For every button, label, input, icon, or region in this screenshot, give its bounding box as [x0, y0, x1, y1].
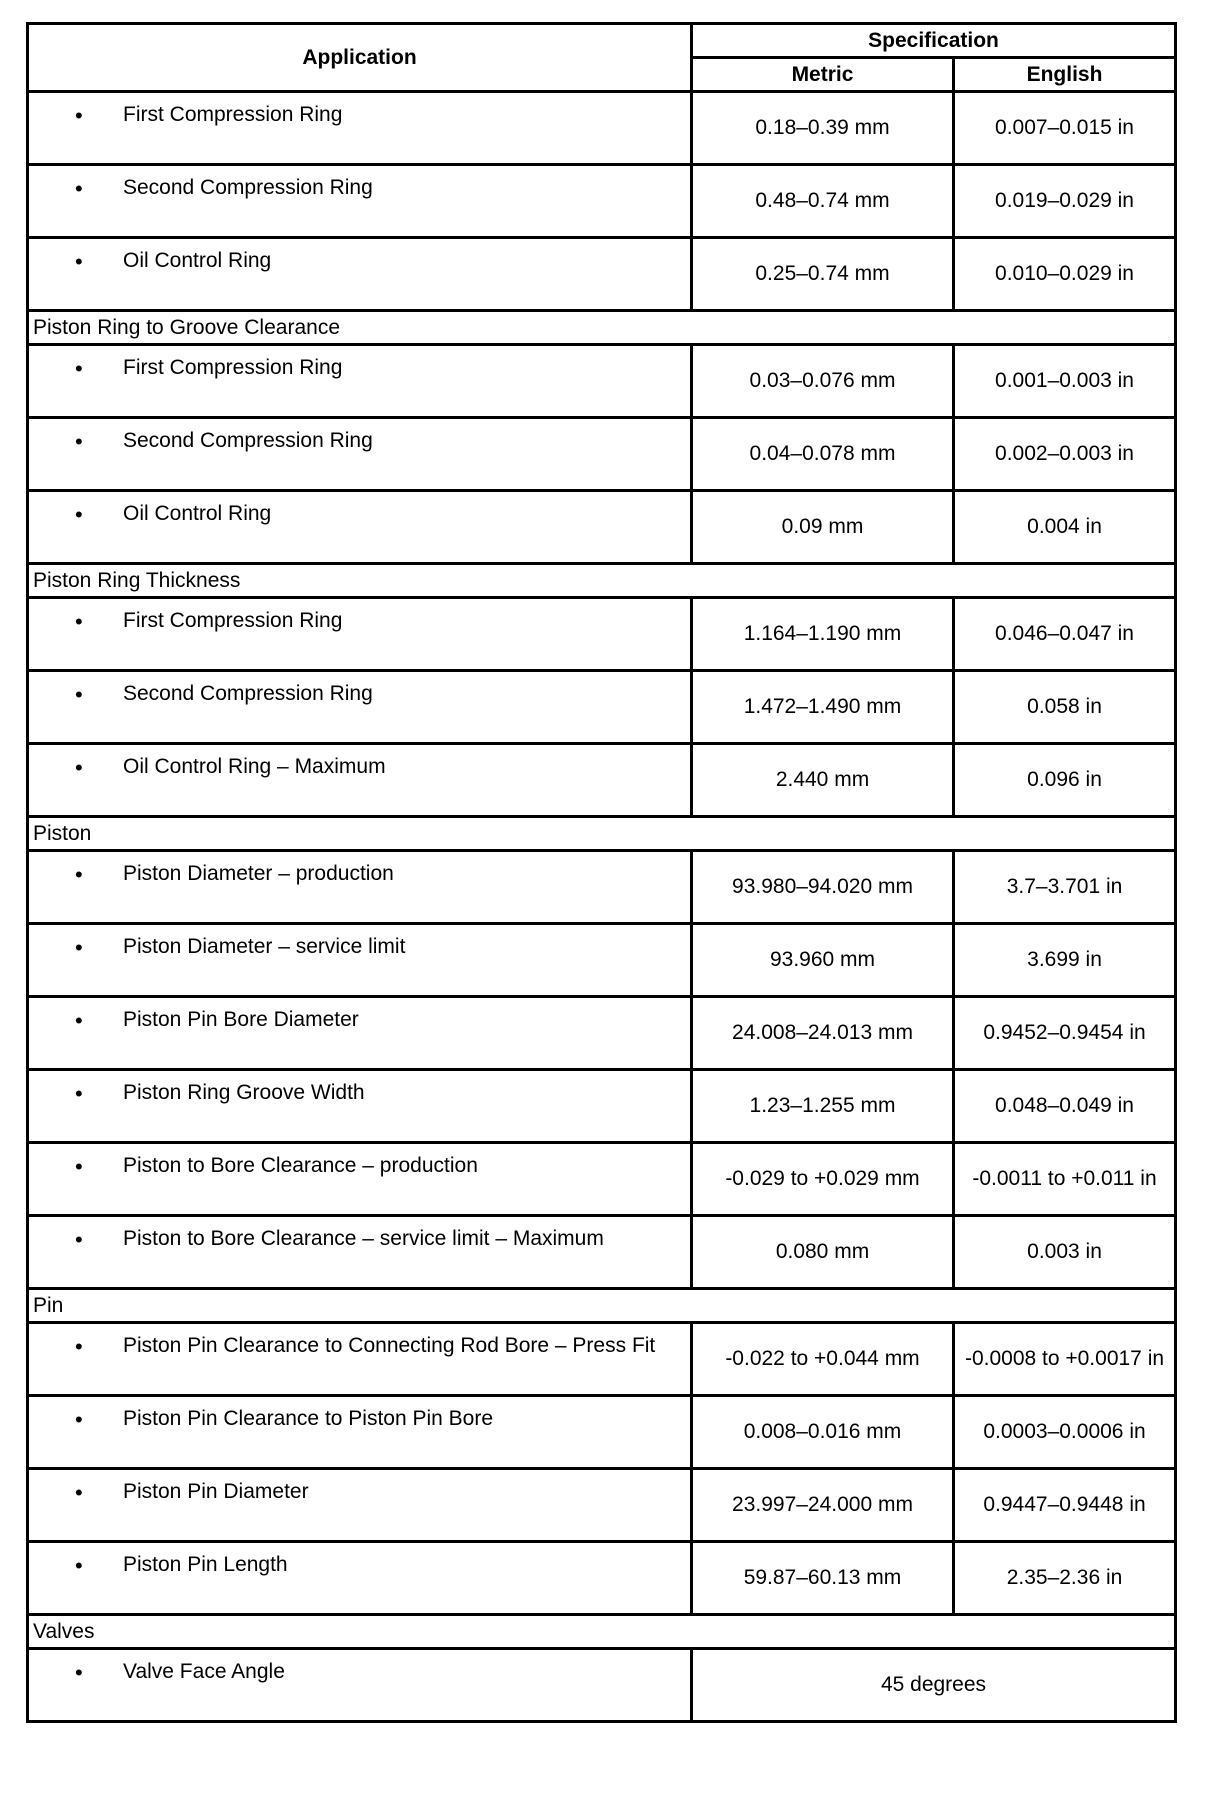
- application-label: Piston Diameter – production: [123, 862, 394, 885]
- metric-value: 23.997–24.000 mm: [692, 1469, 954, 1542]
- english-value: 2.35–2.36 in: [954, 1542, 1176, 1615]
- english-value: 3.7–3.701 in: [954, 851, 1176, 924]
- application-cell: [28, 671, 692, 744]
- application-cell: [28, 1469, 692, 1542]
- bullet-icon: •: [75, 755, 83, 780]
- section-row: [28, 564, 1176, 598]
- bullet-icon: •: [75, 176, 83, 201]
- metric-value: 0.18–0.39 mm: [692, 92, 954, 165]
- application-cell: [28, 1216, 692, 1289]
- english-value: 0.9447–0.9448 in: [954, 1469, 1176, 1542]
- section-row: [28, 1615, 1176, 1649]
- metric-value: 0.080 mm: [692, 1216, 954, 1289]
- table-row: [28, 491, 1176, 564]
- application-cell: [28, 1070, 692, 1143]
- section-row: [28, 817, 1176, 851]
- application-label: Second Compression Ring: [123, 682, 373, 705]
- bullet-icon: •: [75, 682, 83, 707]
- application-label: First Compression Ring: [123, 609, 343, 632]
- application-label: First Compression Ring: [123, 103, 343, 126]
- metric-header: Metric: [692, 58, 954, 92]
- table-row: [28, 851, 1176, 924]
- bullet-icon: •: [75, 1334, 83, 1359]
- application-label: Piston Pin Diameter: [123, 1480, 309, 1503]
- table-row: [28, 1143, 1176, 1216]
- application-label: Piston Pin Clearance to Piston Pin Bore: [123, 1407, 494, 1430]
- metric-value: 1.23–1.255 mm: [692, 1070, 954, 1143]
- table-row: [28, 1649, 1176, 1722]
- bullet-icon: •: [75, 1407, 83, 1432]
- english-value: 0.096 in: [954, 744, 1176, 817]
- bullet-icon: •: [75, 103, 83, 128]
- specification-header: Specification: [692, 24, 1176, 58]
- application-cell: [28, 744, 692, 817]
- application-label: Piston to Bore Clearance – service limit – Maximum: [123, 1227, 604, 1250]
- application-cell: [28, 1323, 692, 1396]
- table-row: [28, 1216, 1176, 1289]
- metric-value: 1.164–1.190 mm: [692, 598, 954, 671]
- application-label: Oil Control Ring: [123, 249, 272, 272]
- spec-table-body: [28, 92, 1176, 1722]
- bullet-icon: •: [75, 429, 83, 454]
- table-row: [28, 165, 1176, 238]
- metric-value: 93.980–94.020 mm: [692, 851, 954, 924]
- metric-value: 0.04–0.078 mm: [692, 418, 954, 491]
- english-value: 0.003 in: [954, 1216, 1176, 1289]
- bullet-icon: •: [75, 609, 83, 634]
- spec-table: [26, 22, 1177, 1723]
- application-header: Application: [28, 24, 692, 92]
- application-label: Oil Control Ring: [123, 502, 272, 525]
- table-row: [28, 1070, 1176, 1143]
- section-title: Pin: [28, 1289, 1176, 1323]
- section-title: Piston Ring to Groove Clearance: [28, 311, 1176, 345]
- section-title: Valves: [28, 1615, 1176, 1649]
- table-row: [28, 924, 1176, 997]
- english-value: 0.010–0.029 in: [954, 238, 1176, 311]
- metric-value: 0.008–0.016 mm: [692, 1396, 954, 1469]
- english-value: 0.9452–0.9454 in: [954, 997, 1176, 1070]
- application-cell: [28, 491, 692, 564]
- application-cell: [28, 598, 692, 671]
- application-label: Piston Pin Length: [123, 1553, 288, 1576]
- bullet-icon: •: [75, 935, 83, 960]
- bullet-icon: •: [75, 862, 83, 887]
- application-label: Piston Ring Groove Width: [123, 1081, 365, 1104]
- english-header: English: [954, 58, 1176, 92]
- bullet-icon: •: [75, 356, 83, 381]
- english-value: 0.046–0.047 in: [954, 598, 1176, 671]
- application-label: Piston Diameter – service limit: [123, 935, 406, 958]
- section-title: Piston Ring Thickness: [28, 564, 1176, 598]
- application-cell: [28, 92, 692, 165]
- english-value: -0.0011 to +0.011 in: [954, 1143, 1176, 1216]
- table-row: [28, 1469, 1176, 1542]
- metric-value: 93.960 mm: [692, 924, 954, 997]
- english-value: 0.0003–0.0006 in: [954, 1396, 1176, 1469]
- table-row: [28, 1396, 1176, 1469]
- application-cell: [28, 238, 692, 311]
- table-row: [28, 997, 1176, 1070]
- bullet-icon: •: [75, 1480, 83, 1505]
- metric-value: 2.440 mm: [692, 744, 954, 817]
- application-label: Valve Face Angle: [123, 1660, 285, 1683]
- bullet-icon: •: [75, 1660, 83, 1685]
- table-row: [28, 744, 1176, 817]
- application-label: Second Compression Ring: [123, 176, 373, 199]
- metric-value: 59.87–60.13 mm: [692, 1542, 954, 1615]
- metric-value: 24.008–24.013 mm: [692, 997, 954, 1070]
- bullet-icon: •: [75, 502, 83, 527]
- table-row: [28, 1542, 1176, 1615]
- english-value: 0.048–0.049 in: [954, 1070, 1176, 1143]
- english-value: 0.019–0.029 in: [954, 165, 1176, 238]
- table-row: [28, 1323, 1176, 1396]
- english-value: -0.0008 to +0.0017 in: [954, 1323, 1176, 1396]
- application-label: Oil Control Ring – Maximum: [123, 755, 386, 778]
- metric-value: 0.09 mm: [692, 491, 954, 564]
- application-cell: [28, 165, 692, 238]
- table-row: [28, 92, 1176, 165]
- application-label: Piston Pin Bore Diameter: [123, 1008, 359, 1031]
- application-label: Piston to Bore Clearance – production: [123, 1154, 478, 1177]
- section-row: [28, 1289, 1176, 1323]
- english-value: 0.058 in: [954, 671, 1176, 744]
- specification-value: 45 degrees: [692, 1649, 1176, 1722]
- english-value: 0.001–0.003 in: [954, 345, 1176, 418]
- bullet-icon: •: [75, 1227, 83, 1252]
- metric-value: 0.25–0.74 mm: [692, 238, 954, 311]
- application-cell: [28, 1143, 692, 1216]
- table-row: [28, 238, 1176, 311]
- bullet-icon: •: [75, 249, 83, 274]
- application-cell: [28, 1396, 692, 1469]
- application-cell: [28, 1542, 692, 1615]
- table-row: [28, 598, 1176, 671]
- bullet-icon: •: [75, 1154, 83, 1179]
- metric-value: 0.48–0.74 mm: [692, 165, 954, 238]
- application-label: Second Compression Ring: [123, 429, 373, 452]
- application-cell: [28, 418, 692, 491]
- metric-value: -0.022 to +0.044 mm: [692, 1323, 954, 1396]
- english-value: 3.699 in: [954, 924, 1176, 997]
- application-cell: [28, 924, 692, 997]
- section-row: [28, 311, 1176, 345]
- bullet-icon: •: [75, 1081, 83, 1106]
- bullet-icon: •: [75, 1553, 83, 1578]
- section-title: Piston: [28, 817, 1176, 851]
- application-cell: [28, 345, 692, 418]
- english-value: 0.007–0.015 in: [954, 92, 1176, 165]
- metric-value: 0.03–0.076 mm: [692, 345, 954, 418]
- table-row: [28, 345, 1176, 418]
- application-cell: [28, 1649, 692, 1722]
- application-label: First Compression Ring: [123, 356, 343, 379]
- application-cell: [28, 997, 692, 1070]
- metric-value: 1.472–1.490 mm: [692, 671, 954, 744]
- metric-value: -0.029 to +0.029 mm: [692, 1143, 954, 1216]
- english-value: 0.002–0.003 in: [954, 418, 1176, 491]
- application-label: Piston Pin Clearance to Connecting Rod Bore – Press Fit: [123, 1334, 656, 1357]
- table-row: [28, 671, 1176, 744]
- table-row: [28, 418, 1176, 491]
- application-cell: [28, 851, 692, 924]
- bullet-icon: •: [75, 1008, 83, 1033]
- english-value: 0.004 in: [954, 491, 1176, 564]
